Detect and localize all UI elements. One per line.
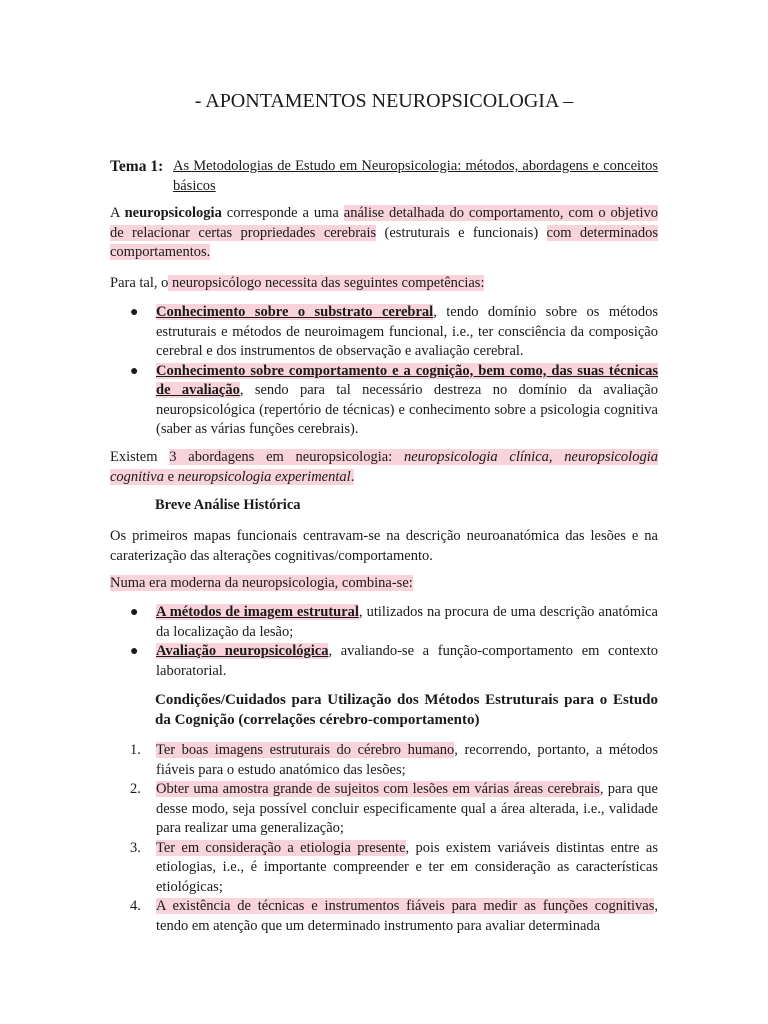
paragraph-competencies-intro [110, 274, 658, 294]
highlight-text: A existência de técnicas e instrumentos fiáveis para medir as funções cognitivas [156, 898, 655, 914]
section-heading-history: Breve Análise Histórica [155, 497, 301, 513]
topic-title: As Metodologias de Estudo em Neuropsicologia: métodos, abordagens e conceitos básicos [173, 158, 658, 194]
list-number: 4. [130, 898, 141, 914]
list-item-text: , utilizados na procura de uma descrição anatómica da localização da lesão; [156, 604, 658, 640]
highlight-text: 3 abordagens em neuropsicologia: [169, 449, 404, 465]
list-item-text: , para que desse modo, seja possível concluir especificamente qual a área alterada, i.e., validade para realizar uma generalização; [156, 781, 658, 836]
text-run: . [350, 468, 355, 485]
highlight-text: análise detalhada do comportamento, com o objetivo de relacionar certas propriedades cerebrais [110, 205, 659, 241]
paragraph-definition [110, 204, 658, 263]
bullet-icon: ● [130, 605, 139, 620]
list-item-heading: A métodos de imagem estrutural [156, 604, 359, 620]
highlight-text: Obter uma amostra grande de sujeitos com lesões em várias áreas cerebrais [156, 781, 600, 797]
list-item-text: , sendo para tal necessário destreza no domínio da avaliação neuropsicológica (repertório de técnicas) e conhecimento sobre a psicologia cognitiva (saber as várias funções cerebrais). [156, 382, 658, 437]
list-number: 3. [130, 839, 141, 856]
list-item-heading: Avaliação neuropsicológica [156, 643, 329, 659]
list-item-text: , avaliando-se a função-comportamento em contexto laboratorial. [156, 643, 658, 679]
text-run: Existem [110, 449, 170, 465]
topic-label: Tema 1: [110, 158, 164, 175]
list-number: 1. [130, 742, 141, 758]
highlight-text: Numa era moderna da neuropsicologia, combina-se: [110, 575, 413, 591]
document-title: - APONTAMENTOS NEUROPSICOLOGIA – [194, 90, 574, 112]
list-item [110, 839, 658, 898]
text-run: Para tal, o [110, 275, 169, 291]
bullet-icon: ● [130, 363, 139, 379]
text-run: , [548, 449, 565, 465]
list-item [110, 603, 658, 642]
competencies-list [110, 303, 658, 440]
paragraph-history: Os primeiros mapas funcionais centravam-se na descrição neuroanatómica das lesões e na caraterização das alterações cognitivas/comportamento. [110, 528, 658, 564]
list-item [110, 897, 658, 936]
conditions-list [110, 741, 658, 936]
list-item [110, 780, 658, 839]
highlight-text: Ter em consideração a etiologia presente [156, 839, 406, 856]
list-item-heading: Conhecimento sobre o substrato cerebral [156, 304, 434, 320]
list-item [110, 642, 658, 681]
term-neuropsicologia: neuropsicologia [124, 205, 222, 221]
approach-clinical: neuropsicologia clínica [403, 449, 549, 465]
list-item-heading: Conhecimento sobre comportamento e a cognição, bem como, das suas técnicas de avaliação [156, 362, 658, 398]
paragraph-modern-era [110, 574, 658, 594]
text-run: corresponde a uma [221, 205, 344, 221]
paragraph-approaches [110, 448, 658, 487]
list-item-text: , tendo domínio sobre os métodos estruturais e métodos de neuroimagem funcional, i.e., ter consciência da composição cerebral e dos instrumentos de observação e avaliação cerebral. [156, 304, 658, 359]
modern-methods-list [110, 603, 658, 681]
approach-experimental: neuropsicologia experimental [177, 468, 351, 485]
text-run: (estruturais e funcionais) [376, 224, 547, 241]
highlight-text: neuropsicólogo necessita das seguintes competências: [168, 275, 485, 291]
section-heading-conditions: Condições/Cuidados para Utilização dos Métodos Estruturais para o Estudo da Cognição (correlações cérebro-comportamento) [155, 692, 658, 728]
list-item-text: , pois existem variáveis distintas entre as etiologias, i.e., é importante compreender e ter em consideração as características etiológicas; [156, 839, 658, 895]
list-number: 2. [130, 781, 141, 797]
list-item-text: , tendo em atenção que um determinado instrumento para avaliar determinada [156, 898, 658, 934]
list-item-text: , recorrendo, portanto, a métodos fiáveis para o estudo anatómico das lesões; [156, 742, 658, 778]
highlight-text: Ter boas imagens estruturais do cérebro humano [156, 742, 455, 758]
text-run: A [110, 205, 125, 221]
bullet-icon: ● [130, 305, 139, 320]
approach-cognitive: neuropsicologia cognitiva [110, 449, 658, 485]
highlight-text: com determinados comportamentos. [110, 224, 658, 260]
list-item [110, 303, 658, 362]
bullet-icon: ● [130, 644, 139, 659]
text-run: e [163, 468, 178, 485]
list-item [110, 362, 658, 440]
list-item [110, 741, 658, 780]
